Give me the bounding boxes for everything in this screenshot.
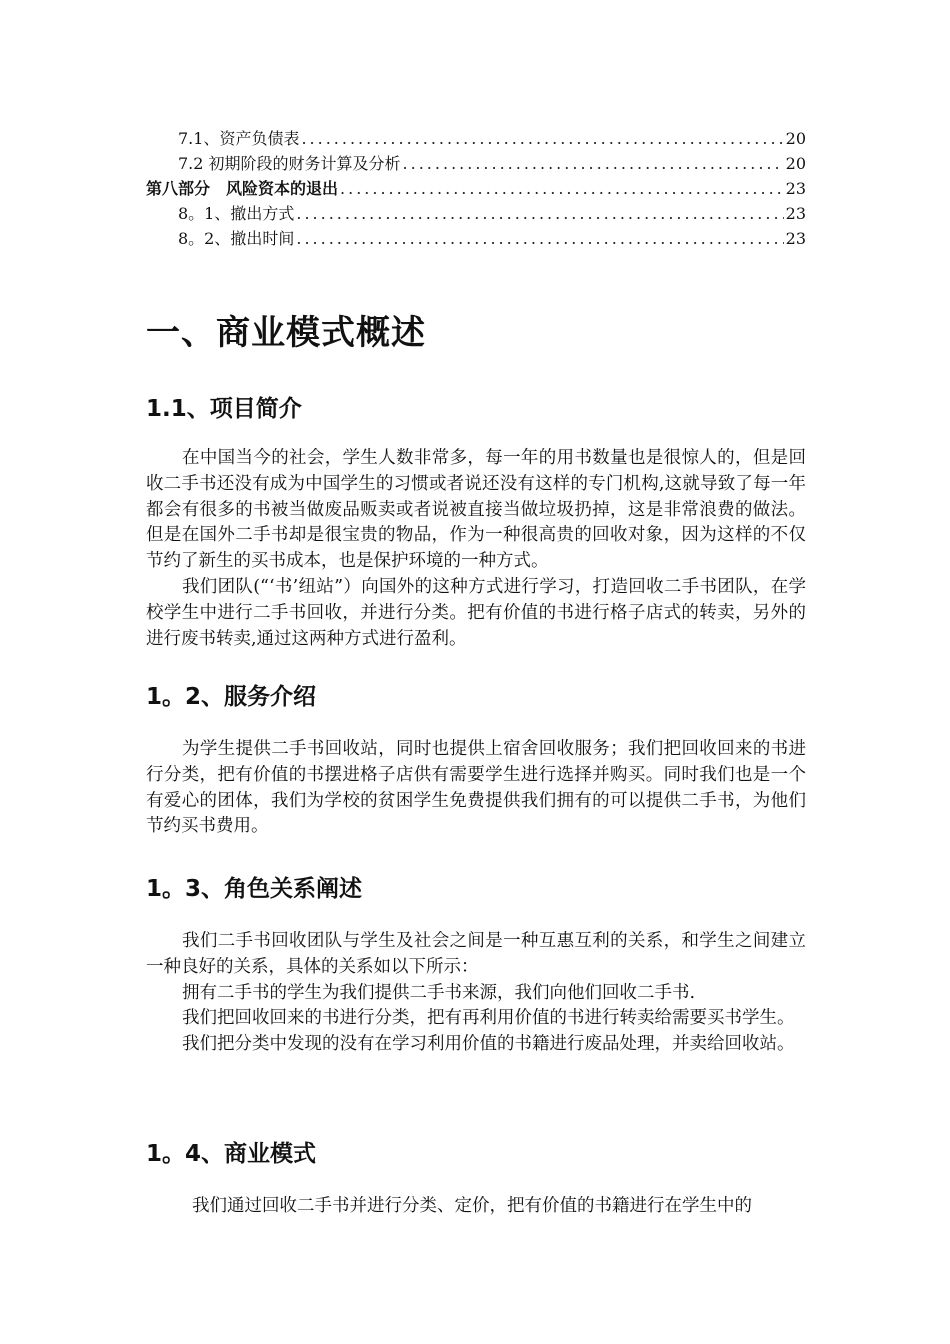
toc-entry-page: 23 (785, 179, 806, 198)
toc-leader-dots (301, 129, 783, 148)
toc-leader-dots (296, 229, 783, 248)
toc-entry-page: 23 (785, 204, 806, 223)
toc-entry[interactable] (146, 201, 806, 226)
section-body (146, 446, 806, 652)
table-of-contents (146, 126, 806, 251)
paragraph: 我们把回收回来的书进行分类，把有再利用价值的书进行转卖给需要买书学生。 (182, 1008, 795, 1029)
paragraph: 我们把分类中发现的没有在学习利用价值的书籍进行废品处理，并卖给回收站。 (182, 1034, 795, 1055)
toc-entry-label: 第八部分 风险资本的退出 (146, 179, 339, 198)
paragraph: 在中国当今的社会，学生人数非常多，每一年的用书数量也是很惊人的，但是回收二手书还没有成为中国学生的习惯或者说还没有这样的专门机构,这就导致了每一年都会有很多的书被当做废品贩卖或者说被直接当做垃圾扔掉，这是非常浪费的做法。但是在国外二手书却是很宝贵的物品，作为一种很高贵的回收对象，因为这样的不仅节约了新生的买书成本，也是保护环境的一种方式。 (146, 448, 806, 572)
toc-entry-label: 7.2 初期阶段的财务计算及分析 (178, 154, 401, 173)
toc-entry-label: 7.1、资产负债表 (178, 129, 300, 148)
paragraph: 拥有二手书的学生为我们提供二手书来源，我们向他们回收二手书. (182, 982, 696, 1003)
toc-entry[interactable] (146, 176, 806, 201)
paragraph: 我们二手书回收团队与学生及社会之间是一种互惠互利的关系，和学生之间建立一种良好的关系，具体的关系如以下所示： (146, 931, 806, 977)
toc-entry[interactable] (146, 126, 806, 151)
toc-entry-label: 8。2、撤出时间 (178, 229, 295, 248)
toc-leader-dots (296, 204, 783, 223)
section-heading: 1。3、角色关系阐述 (146, 876, 363, 902)
toc-leader-dots (340, 179, 784, 198)
paragraph: 为学生提供二手书回收站，同时也提供上宿舍回收服务；我们把回收回来的书进行分类，把有价值的书摆进格子店供有需要学生进行选择并购买。同时我们也是一个有爱心的团体，我们为学校的贫困学生免费提供我们拥有的可以提供二手书，为他们节约买书费用。 (146, 739, 806, 837)
paragraph: 我们通过回收二手书并进行分类、定价，把有价值的书籍进行在学生中的 (192, 1196, 752, 1216)
paragraph: 我们团队(“‘书’纽站”）向国外的这种方式进行学习，打造回收二手书团队，在学校学生中进行二手书回收，并进行分类。把有价值的书进行格子店式的转卖，另外的进行废书转卖,通过这两种方式进行盈利。 (146, 576, 806, 649)
toc-entry-page: 23 (785, 229, 806, 248)
toc-entry[interactable] (146, 226, 806, 251)
toc-entry-page: 20 (785, 154, 806, 173)
toc-entry-page: 20 (785, 129, 806, 148)
toc-entry-label: 8。1、撤出方式 (178, 204, 295, 223)
toc-entry[interactable] (146, 151, 806, 176)
toc-leader-dots (403, 154, 784, 173)
section-body (146, 737, 806, 840)
section-body (146, 1194, 806, 1220)
section-heading: 1。2、服务介绍 (146, 684, 317, 710)
section-heading: 1.1、项目简介 (146, 396, 302, 422)
chapter-title: 一、商业模式概述 (146, 313, 426, 353)
section-heading: 1。4、商业模式 (146, 1141, 317, 1167)
section-body (146, 929, 806, 1058)
